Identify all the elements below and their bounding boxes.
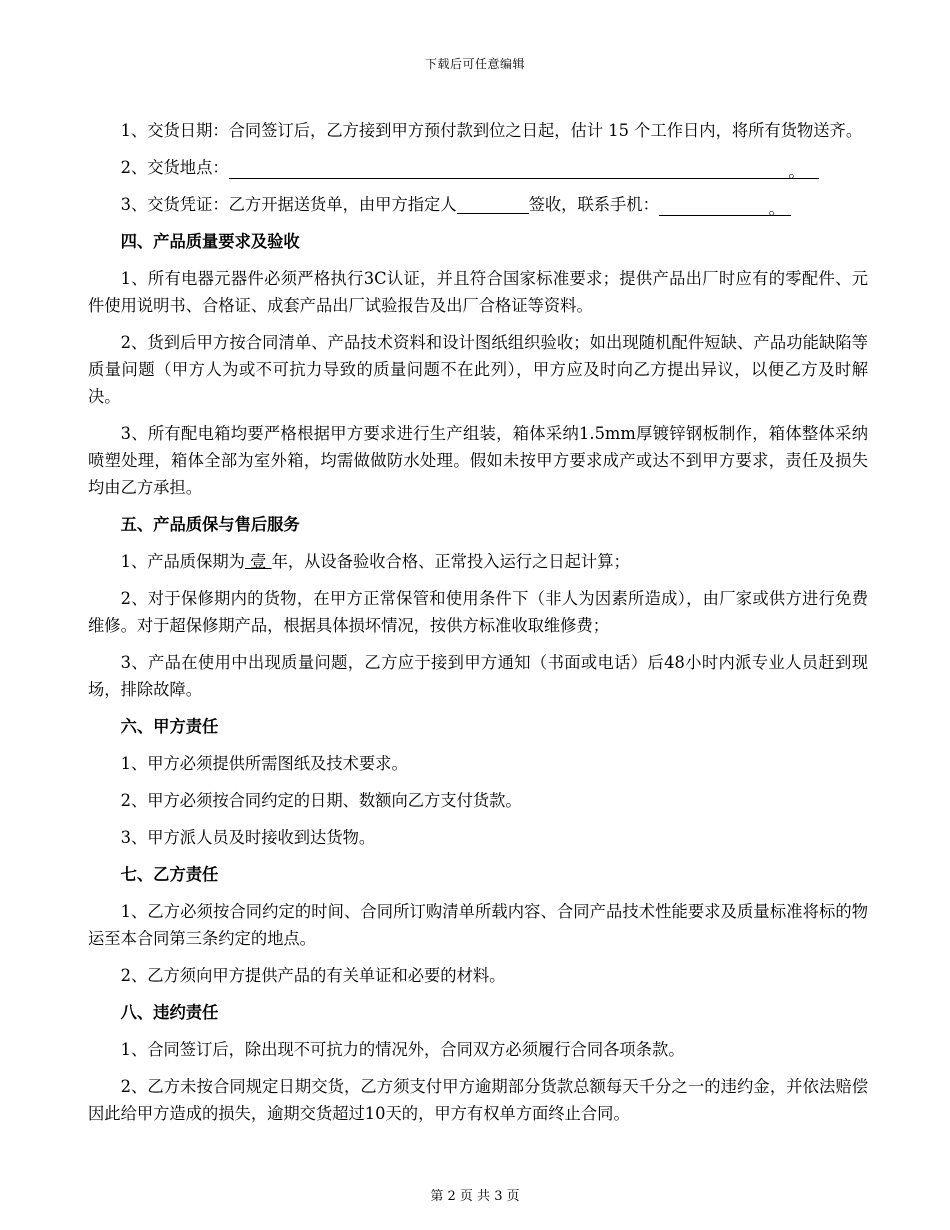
section-4-p3: 3、所有配电箱均要严格根据甲方要求进行生产组装，箱体采纳1.5mm厚镀锌钢板制作，箱体整体采纳喷塑处理，箱体全部为室外箱，均需做做防水处理。假如未按甲方要求成产或达不到甲方要求，责任及损失均由乙方承担。 [88,424,868,497]
section-6-p2: 2、甲方必须按合同约定的日期、数额向乙方支付货款。 [120,791,522,810]
document-body [88,117,868,1137]
section-6-p1: 1、甲方必须提供所需图纸及技术要求。 [120,754,408,773]
delivery-voucher [88,191,868,218]
delivery-place-end: 。 [788,162,805,181]
section-5-p1-b: 年，从设备验收合格、正常投入运行之日起计算； [271,552,630,571]
section-5-p1 [88,548,868,575]
recipient-blank[interactable] [457,193,529,214]
section-7-title: 七、乙方责任 [120,865,219,884]
delivery-place [88,154,868,181]
page-footer: 第 2 页 共 3 页 [430,1189,520,1204]
section-7-p1: 1、乙方必须按合同约定的时间、合同所订购清单所载内容、合同产品技术性能要求及质量标准将标的物运至本合同第三条约定的地点。 [88,902,868,948]
warranty-years: 壹 [244,552,272,571]
page-header: 下载后可任意编辑 [424,57,525,71]
section-4-p1: 1、所有电器元器件必须严格执行3C认证，并且符合国家标准要求；提供产品出厂时应有的零配件、元件使用说明书、合格证、成套产品出厂试验报告及出厂合格证等资料。 [88,269,868,315]
section-6-p3: 3、甲方派人员及时接收到达货物。 [120,828,376,847]
section-5-p1-a: 1、产品质保期为 [120,552,245,571]
section-6-title: 六、甲方责任 [120,717,219,736]
section-7-p2: 2、乙方须向甲方提供产品的有关单证和必要的材料。 [120,966,506,985]
delivery-voucher-end: 。 [768,199,785,218]
delivery-date: 1、交货日期：合同签订后，乙方接到甲方预付款到位之日起，估计 15 个工作日内，将所有货物送齐。 [120,121,863,140]
section-8-p2: 2、乙方未按合同规定日期交货，乙方须支付甲方逾期部分货款总额每天千分之一的违约金，并依法赔偿因此给甲方造成的损失，逾期交货超过10天的，甲方有权单方面终止合同。 [88,1077,868,1123]
section-8-title: 八、违约责任 [120,1003,219,1022]
delivery-voucher-part1: 3、交货凭证：乙方开据送货单，由甲方指定人 [120,195,457,214]
delivery-place-label: 2、交货地点： [120,158,229,177]
section-5-p3: 3、产品在使用中出现质量问题，乙方应于接到甲方通知（书面或电话）后48小时内派专业人员赶到现场，排除故障。 [88,653,868,699]
section-5-p2: 2、对于保修期内的货物，在甲方正常保管和使用条件下（非人为因素所造成），由厂家或供方进行免费维修。对于超保修期产品，根据具体损坏情况，按供方标准收取维修费； [88,589,868,635]
phone-blank[interactable] [659,195,791,216]
delivery-voucher-part2: 签收，联系手机： [528,195,659,214]
section-4-p2: 2、货到后甲方按合同清单、产品技术资料和设计图纸组织验收；如出现随机配件短缺、产品功能缺陷等质量问题（甲方人为或不可抗力导致的质量问题不在此列），甲方应及时向乙方提出异议，以便乙方及时解决。 [88,333,868,406]
delivery-place-blank[interactable] [229,158,819,179]
section-4-title: 四、产品质量要求及验收 [120,232,300,251]
section-8-p1: 1、合同签订后，除出现不可抗力的情况外，合同双方必须履行合同各项条款。 [120,1040,685,1059]
section-5-title: 五、产品质保与售后服务 [120,515,300,534]
